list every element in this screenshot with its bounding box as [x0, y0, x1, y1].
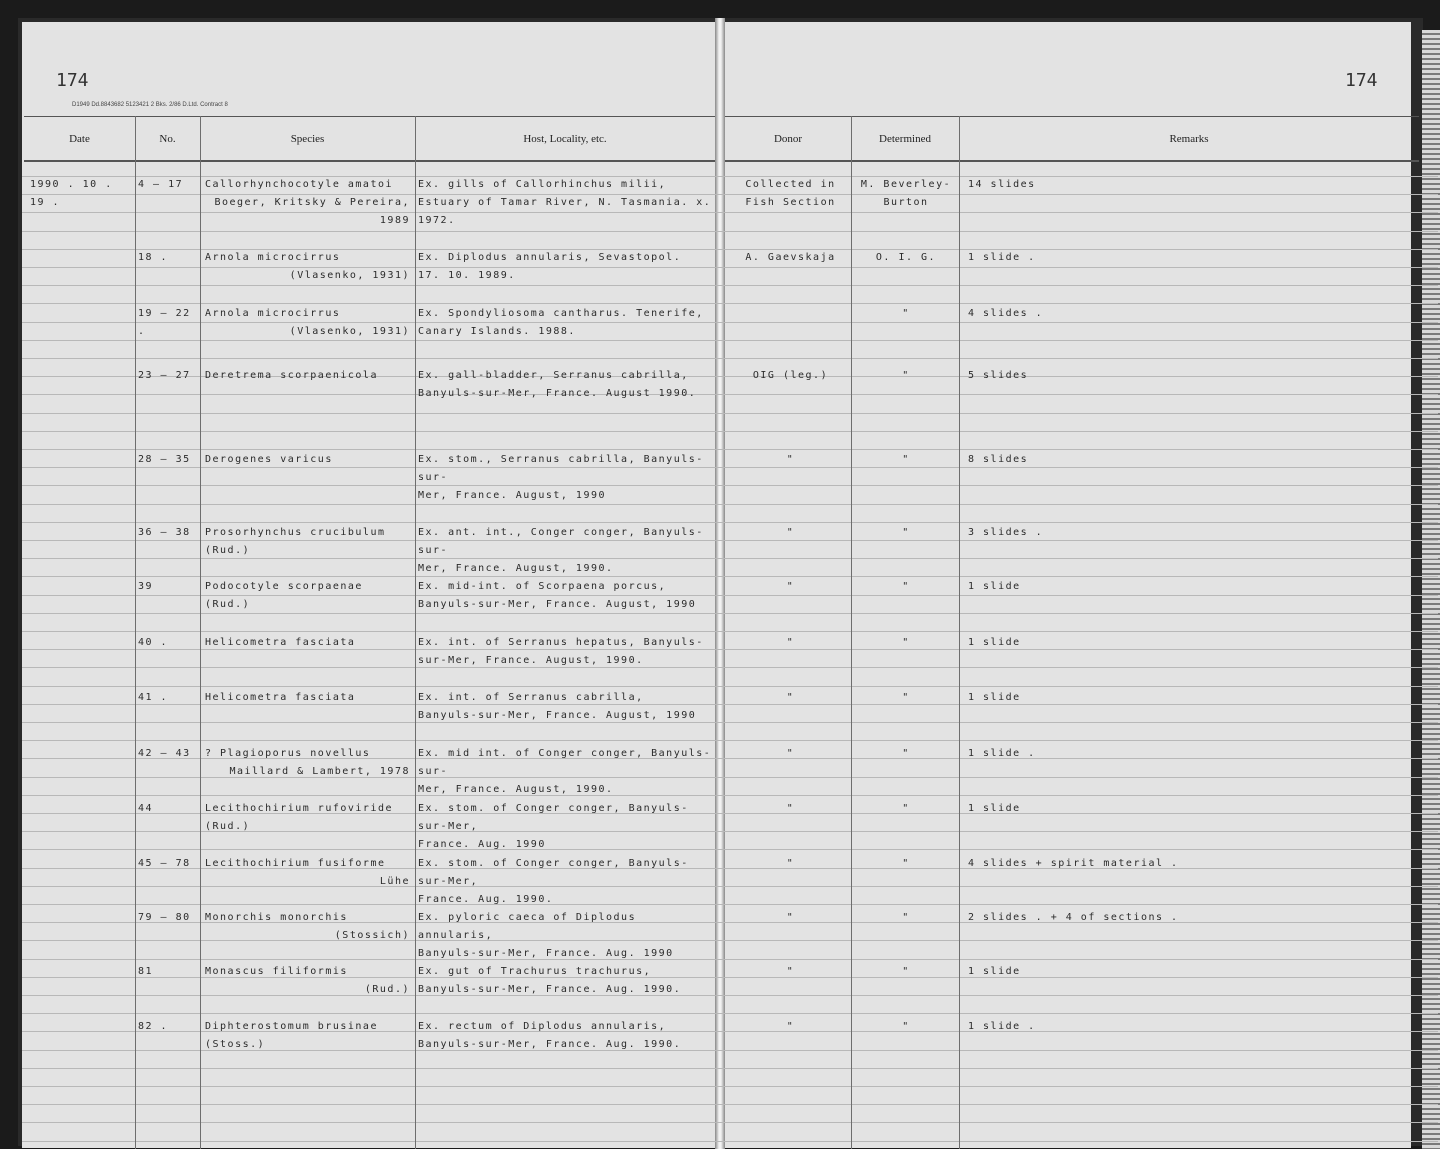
entry-species-authority: Maillard & Lambert, 1978	[229, 766, 410, 777]
entry-donor: "	[786, 748, 795, 759]
entry-remarks: 1 slide	[968, 692, 1021, 703]
entry-remarks: 4 slides + spirit material .	[968, 858, 1179, 869]
entry-remarks: 3 slides .	[968, 527, 1044, 538]
entry-host-locality: Ex. rectum of Diplodus annularis, Banyuls-sur-Mer, France. Aug. 1990.	[418, 1021, 682, 1050]
ruled-line	[22, 231, 1438, 232]
entry-host-locality: Ex. gills of Callorhinchus milii, Estuary of Tamar River, N. Tasmania. x. 1972.	[418, 179, 712, 226]
ruled-line	[22, 722, 1438, 723]
column-divider	[851, 116, 852, 1149]
entry-determined: M. Beverley-Burton	[860, 179, 952, 208]
entry-donor: "	[786, 637, 795, 648]
print-code: D1949 Dd.8843682 5123421 2 Bks. 2/86 D.Ltd. Contract 8	[72, 102, 228, 108]
entry-species: ? Plagioporus novellus	[205, 748, 371, 759]
entry-determined: "	[902, 1021, 910, 1032]
entry-determined: "	[902, 912, 910, 923]
entry-donor: "	[786, 966, 795, 977]
entry-species: Arnola microcirrus	[205, 308, 341, 319]
entry-host-locality: Ex. int. of Serranus cabrilla, Banyuls-sur-Mer, France. August, 1990	[418, 692, 697, 721]
entry-remarks: 1 slide	[968, 966, 1021, 977]
column-header-determined: Determined	[851, 116, 959, 162]
ruled-line	[22, 959, 1438, 960]
column-header-remarks: Remarks	[959, 116, 1419, 162]
entry-species-authority: Lühe	[379, 876, 410, 887]
entry-host-locality: Ex. gut of Trachurus trachurus, Banyuls-sur-Mer, France. Aug. 1990.	[418, 966, 682, 995]
ruled-line	[22, 1122, 1438, 1123]
entry-number: 45 – 78	[138, 858, 191, 869]
entry-determined: "	[902, 858, 910, 869]
ruled-line	[22, 740, 1438, 741]
entry-determined: "	[902, 748, 910, 759]
entry-host-locality: Ex. Diplodus annularis, Sevastopol. 17. 10. 1989.	[418, 252, 682, 281]
book-gutter	[715, 18, 725, 1149]
entry-donor: "	[786, 454, 795, 465]
ruled-line	[22, 522, 1438, 523]
column-header-host: Host, Locality, etc.	[415, 116, 715, 162]
entry-donor: "	[786, 1021, 795, 1032]
column-header-date: Date	[24, 116, 135, 162]
column-divider	[415, 116, 416, 1149]
ruled-line	[22, 285, 1438, 286]
entry-number: 28 – 35	[138, 454, 191, 465]
page-number-right: 174	[1345, 70, 1378, 91]
entry-donor: "	[786, 527, 795, 538]
entry-species-authority: (Rud.)	[364, 984, 410, 995]
entry-number: 81	[138, 966, 154, 977]
ruled-line	[22, 485, 1438, 486]
entry-remarks: 1 slide	[968, 581, 1021, 592]
column-header-donor: Donor	[725, 116, 851, 162]
entry-species-authority: (Stossich)	[334, 930, 410, 941]
entry-host-locality: Ex. stom. of Conger conger, Banyuls-sur-Mer, France. Aug. 1990	[418, 803, 689, 850]
ruled-line	[22, 431, 1438, 432]
entry-remarks: 1 slide	[968, 637, 1021, 648]
entry-donor: "	[786, 803, 795, 814]
ruled-line	[22, 667, 1438, 668]
entry-determined: O. I. G.	[875, 252, 937, 263]
entry-determined: "	[902, 454, 910, 465]
ruled-line	[22, 413, 1438, 414]
entry-host-locality: Ex. stom., Serranus cabrilla, Banyuls-sur- Mer, France. August, 1990	[418, 454, 704, 501]
page-edges	[1422, 30, 1440, 1149]
entry-number: 23 – 27	[138, 370, 191, 381]
entry-species: Podocotyle scorpaenae (Rud.)	[205, 581, 363, 610]
ruled-line	[22, 1104, 1438, 1105]
entry-species: Monorchis monorchis	[205, 912, 348, 923]
entry-species: Helicometra fasciata	[205, 637, 356, 648]
ruled-line	[22, 1068, 1438, 1069]
entry-species: Lecithochirium rufoviride (Rud.)	[205, 803, 394, 832]
ruled-line	[22, 358, 1438, 359]
ruled-line	[22, 1086, 1438, 1087]
entry-determined: "	[902, 803, 910, 814]
column-header-no: No.	[135, 116, 200, 162]
column-divider	[959, 116, 960, 1149]
entry-host-locality: Ex. Spondyliosoma cantharus. Tenerife, Canary Islands. 1988.	[418, 308, 704, 337]
entry-remarks: 1 slide .	[968, 252, 1036, 263]
entry-remarks: 1 slide .	[968, 748, 1036, 759]
ruled-line	[22, 904, 1438, 905]
ruled-line	[22, 504, 1438, 505]
entry-remarks: 1 slide	[968, 803, 1021, 814]
entry-determined: "	[902, 308, 910, 319]
entry-species-authority: Boeger, Kritsky & Pereira, 1989	[214, 197, 410, 226]
entry-remarks: 2 slides . + 4 of sections .	[968, 912, 1179, 923]
entry-donor: "	[786, 581, 795, 592]
ruled-line	[22, 394, 1438, 395]
entry-determined: "	[902, 637, 910, 648]
ruled-line	[22, 1013, 1438, 1014]
entry-remarks: 8 slides	[968, 454, 1029, 465]
column-header-species: Species	[200, 116, 415, 162]
entry-determined: "	[902, 966, 910, 977]
entry-determined: "	[902, 527, 910, 538]
entry-number: 39	[138, 581, 154, 592]
ruled-line	[22, 576, 1438, 577]
entry-donor: Collected in Fish Section	[745, 179, 836, 208]
entry-donor: "	[786, 692, 795, 703]
ruled-line	[22, 795, 1438, 796]
entry-host-locality: Ex. gall-bladder, Serranus cabrilla, Banyuls-sur-Mer, France. August 1990.	[418, 370, 697, 399]
ruled-line	[22, 849, 1438, 850]
entry-species-authority: (Vlasenko, 1931)	[289, 326, 410, 337]
entry-species: Diphterostomum brusinae (Stoss.)	[205, 1021, 378, 1050]
entry-remarks: 4 slides .	[968, 308, 1044, 319]
entry-number: 42 – 43	[138, 748, 191, 759]
entry-number: 40 .	[138, 637, 169, 648]
entry-host-locality: Ex. int. of Serranus hepatus, Banyuls- sur-Mer, France. August, 1990.	[418, 637, 704, 666]
entry-species: Helicometra fasciata	[205, 692, 356, 703]
entry-remarks: 5 slides	[968, 370, 1029, 381]
entry-determined: "	[902, 581, 910, 592]
entry-species: Monascus filiformis	[205, 966, 348, 977]
entry-remarks: 14 slides	[968, 179, 1036, 190]
column-divider	[135, 116, 136, 1149]
page-number-left: 174	[56, 70, 89, 91]
entry-donor: "	[786, 912, 795, 923]
ruled-line	[22, 686, 1438, 687]
entry-species: Deretrema scorpaenicola	[205, 370, 378, 381]
entry-species-authority: (Vlasenko, 1931)	[289, 270, 410, 281]
ruled-line	[22, 303, 1438, 304]
entry-species: Arnola microcirrus	[205, 252, 341, 263]
entry-number: 41 .	[138, 692, 169, 703]
entry-donor: "	[786, 858, 795, 869]
entry-host-locality: Ex. mid int. of Conger conger, Banyuls-sur- Mer, France. August, 1990.	[418, 748, 712, 795]
entry-host-locality: Ex. ant. int., Conger conger, Banyuls-sur- Mer, France. August, 1990.	[418, 527, 704, 574]
entry-number: 18 .	[138, 252, 169, 263]
entry-host-locality: Ex. mid-int. of Scorpaena porcus, Banyuls-sur-Mer, France. August, 1990	[418, 581, 697, 610]
entry-determined: "	[902, 692, 910, 703]
entry-species: Derogenes varicus	[205, 454, 333, 465]
entry-date: 1990 . 10 . 19 .	[30, 179, 113, 208]
entry-number: 36 – 38	[138, 527, 191, 538]
entry-number: 79 – 80	[138, 912, 191, 923]
entry-determined: "	[902, 370, 910, 381]
entry-species: Prosorhynchus crucibulum (Rud.)	[205, 527, 386, 556]
entry-species: Callorhynchocotyle amatoi	[205, 179, 394, 190]
entry-donor: OIG (leg.)	[752, 370, 829, 381]
entry-number: 19 – 22 .	[138, 308, 191, 337]
entry-host-locality: Ex. stom. of Conger conger, Banyuls-sur-Mer, France. Aug. 1990.	[418, 858, 689, 905]
entry-number: 82 .	[138, 1021, 169, 1032]
entry-remarks: 1 slide .	[968, 1021, 1036, 1032]
entry-donor: A. Gaevskaja	[745, 252, 836, 263]
ruled-line	[22, 1141, 1438, 1142]
entry-host-locality: Ex. pyloric caeca of Diplodus annularis, Banyuls-sur-Mer, France. Aug. 1990	[418, 912, 674, 959]
entry-species: Lecithochirium fusiforme	[205, 858, 386, 869]
ruled-line	[22, 449, 1438, 450]
ruled-line	[22, 631, 1438, 632]
column-divider	[200, 116, 201, 1149]
entry-number: 44	[138, 803, 154, 814]
entry-number: 4 – 17	[138, 179, 184, 190]
